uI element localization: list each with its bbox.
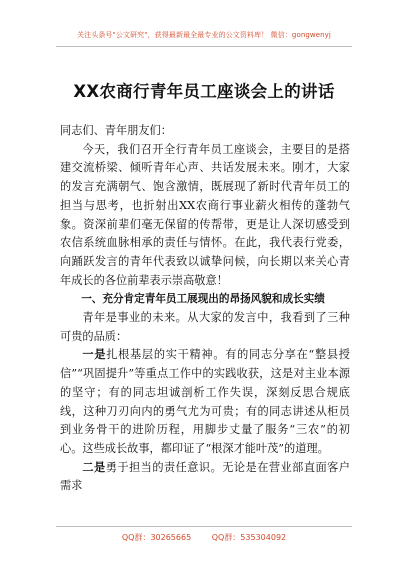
point-one-text: 扎根基层的实干精神。有的同志分享在“整县授信”“巩固提升”等重点工作中的实践收获，这是对主业本源的坚守；有的同志坦诚剖析工作失误，深刻反思合规底线，这种刀刃向内的勇气尤为可贵；有的同志讲述从柜员到业务骨干的进阶历程，用脚步丈量了服务“三农”的初心。这些成长故事，都印证了“根深才能叶茂”的道理。 (60, 348, 350, 455)
paragraph-qualities: 青年是事业的未来。从大家的发言中，我看到了三种可贵的品质： (60, 311, 350, 343)
footer-contacts (0, 532, 408, 543)
footer-divider (56, 526, 352, 527)
section-heading-1: 一、充分肯定青年员工展现出的昂扬风貌和成长实绩 (81, 293, 325, 306)
point-one-lead: 一是 (82, 348, 107, 362)
header-divider (56, 46, 352, 47)
header-notice: 关注头条号"公文研究"，获得最新最全最专业的公文资料库！ 微信：gongwenyj (77, 31, 331, 39)
footer-qq-group-1: QQ群：30265665 (121, 533, 192, 542)
salutation: 同志们、青年朋友们： (60, 124, 172, 137)
paragraph-opening: 今天，我们召开全行青年员工座谈会，主要目的是搭建交流桥梁、倾听青年心声、共话发展未来。刚才，大家的发言充满朝气、饱含激情，既展现了新时代青年员工的担当与思考，也折射出XX农商行事业薪火相传的蓬勃气象。资深前辈们毫无保留的传帮带，更是让人深切感受到农信系统血脉相承的责任与情怀。在此，我代表行党委，向踊跃发言的青年代表致以诚挚问候，向长期以来关心青年成长的各位前辈表示崇高敬意！ (60, 142, 350, 287)
point-two-text: 勇于担当的责任意识。无论是在营业部直面客户需求 (60, 460, 350, 493)
point-one (60, 346, 350, 458)
footer-qq-group-2: QQ群：535304092 (211, 533, 287, 542)
document-body (60, 122, 350, 496)
point-two-lead: 二是 (82, 460, 106, 474)
document-title: XX农商行青年员工座谈会上的讲话 (73, 82, 335, 101)
point-two (60, 459, 350, 496)
